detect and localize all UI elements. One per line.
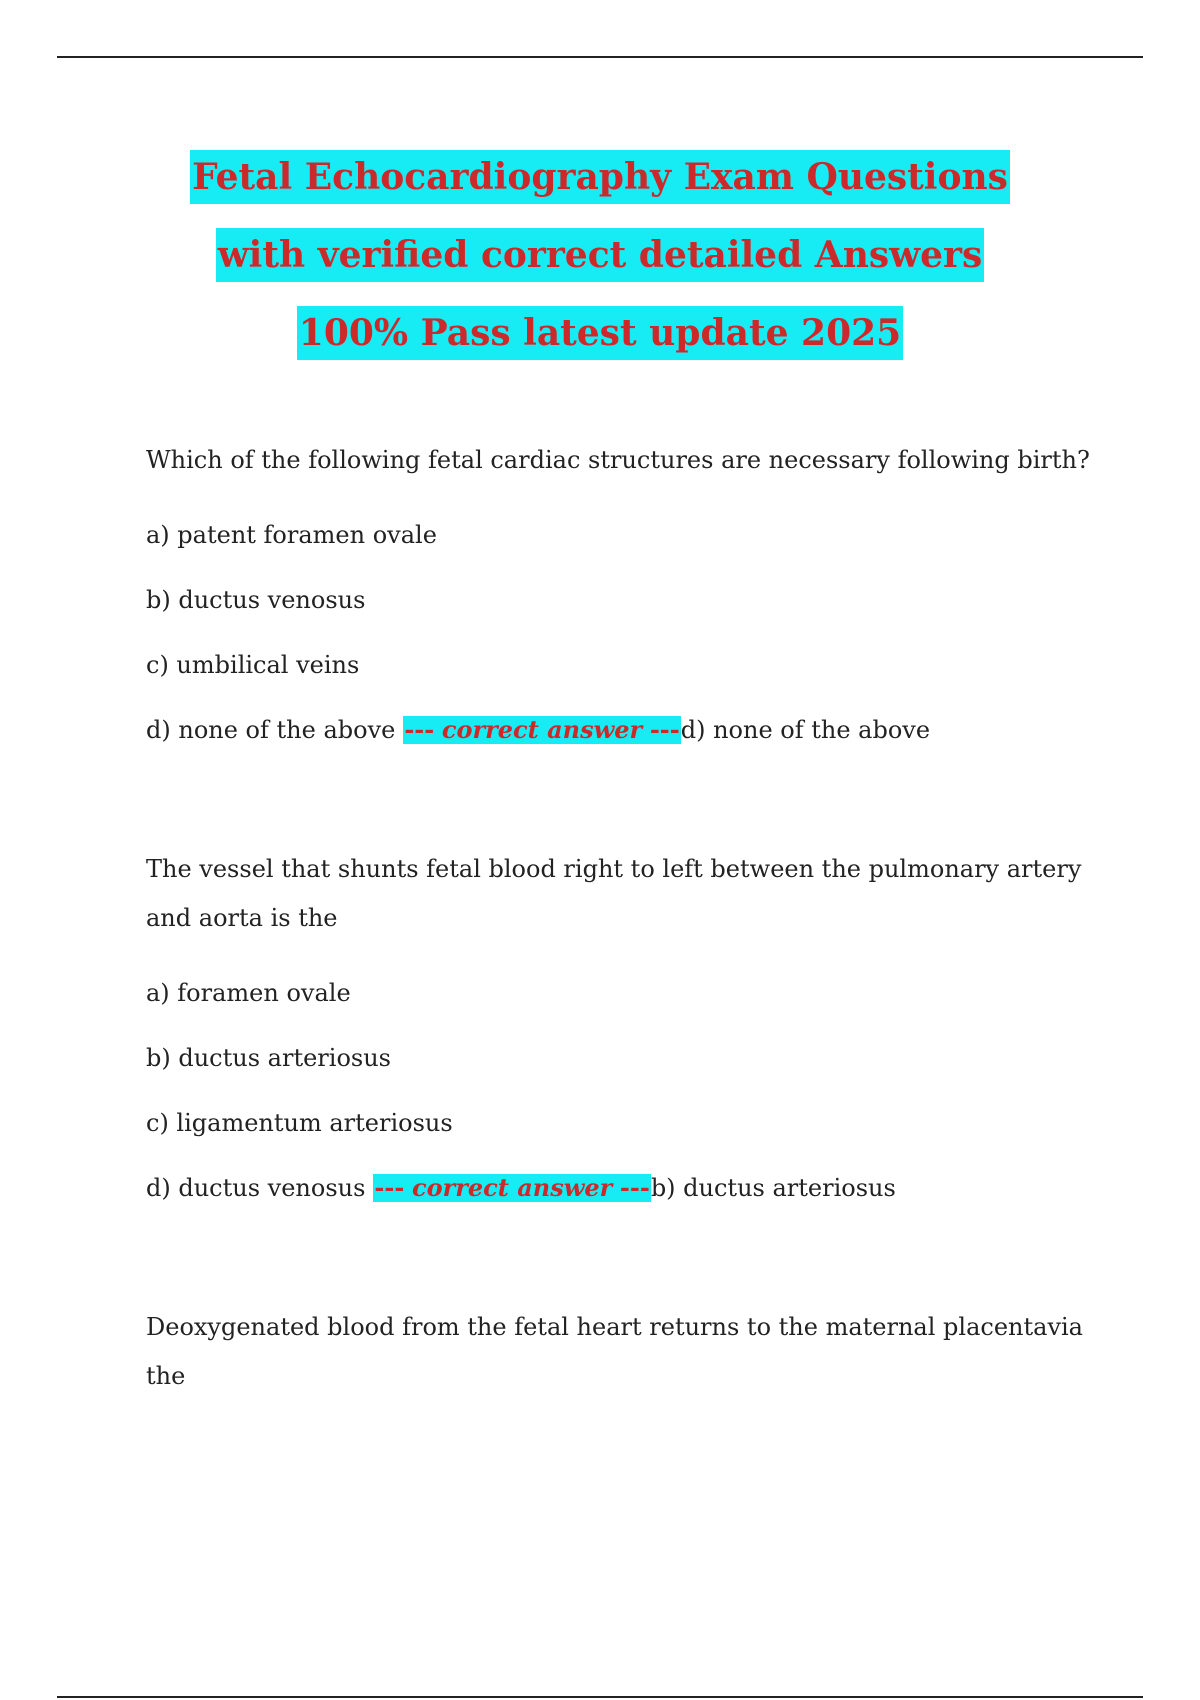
top-rule [57,56,1143,58]
answer-option: a) foramen ovale [146,979,351,1007]
correct-answer-text: d) none of the above [680,716,931,744]
question-block [146,1303,1096,1401]
tag-prefix: --- [374,1173,405,1202]
answer-option-text: d) none of the above [146,716,396,744]
bottom-rule [57,1696,1143,1698]
page-title [80,138,1120,372]
question-stem: The vessel that shunts fetal blood right to left between the pulmonary artery and aorta is the [146,855,1082,932]
answer-option: c) umbilical veins [146,651,360,679]
answer-option: a) patent foramen ovale [146,521,437,549]
correct-answer-tag [403,716,680,744]
tag-label: correct answer [441,715,643,744]
title-line: Fetal Echocardiography Exam Questions [190,150,1010,204]
answer-option: b) ductus venosus [146,586,366,614]
question-block [146,845,1096,1203]
tag-label: correct answer [411,1173,613,1202]
answer-option: c) ligamentum arteriosus [146,1109,453,1137]
correct-answer-tag [373,1174,650,1202]
tag-suffix: --- [619,1173,650,1202]
question-list [146,436,1096,1401]
question-stem: Which of the following fetal cardiac structures are necessary following birth? [146,446,1090,474]
answer-option-with-key [146,1173,1096,1203]
answer-option: b) ductus arteriosus [146,1044,391,1072]
question-stem: Deoxygenated blood from the fetal heart returns to the maternal placentavia the [146,1313,1083,1390]
answer-option-with-key [146,715,1096,745]
tag-prefix: --- [404,715,435,744]
answer-option-text: d) ductus venosus [146,1174,366,1202]
correct-answer-text: b) ductus arteriosus [650,1174,896,1202]
title-line: with verified correct detailed Answers [216,228,985,282]
tag-suffix: --- [649,715,680,744]
question-block [146,436,1096,745]
title-line: 100% Pass latest update 2025 [297,306,903,360]
